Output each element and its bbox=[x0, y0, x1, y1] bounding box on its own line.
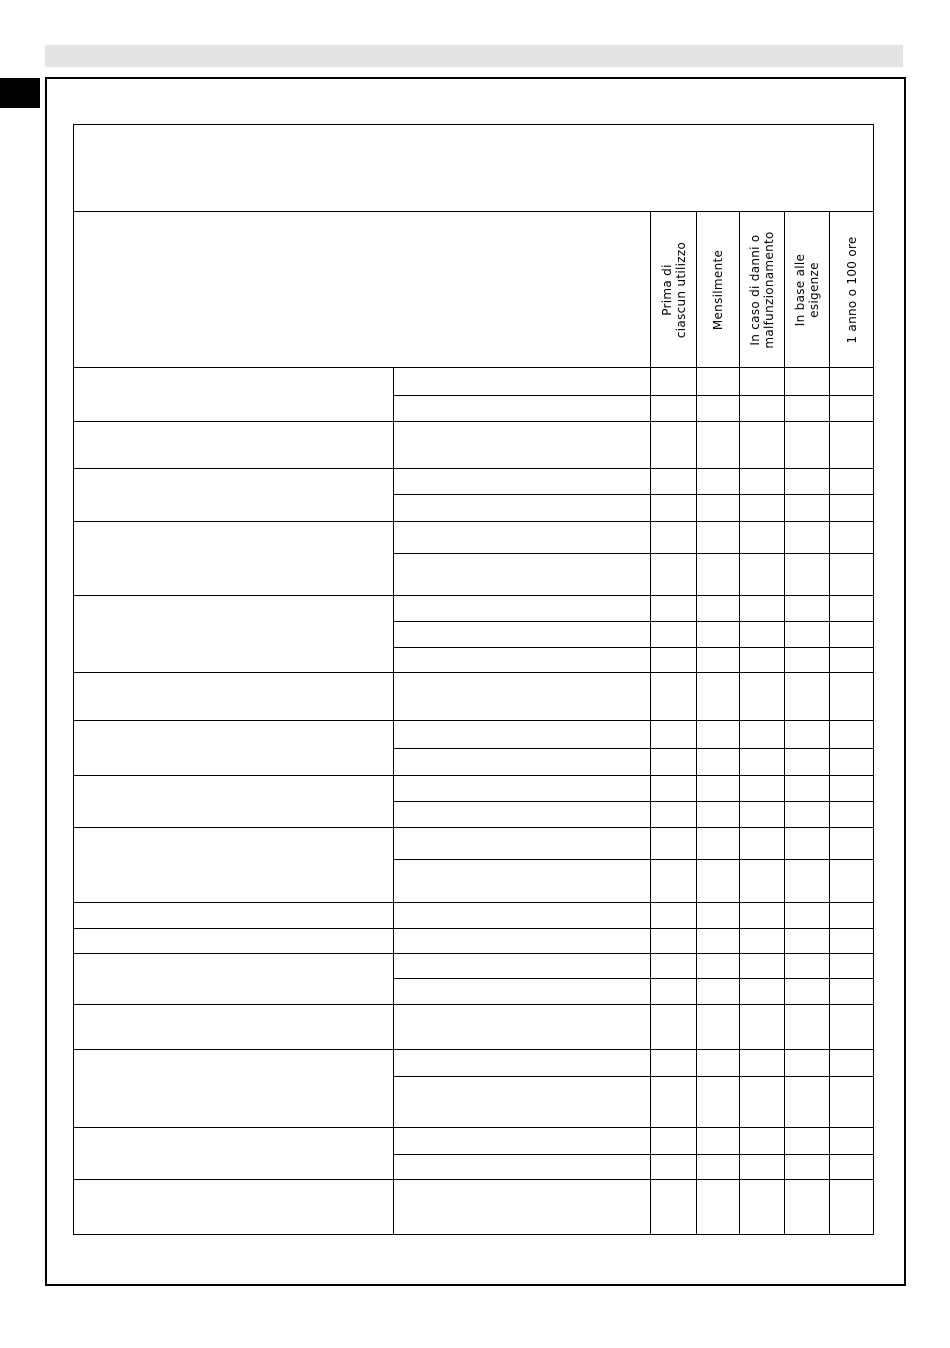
interval-check-cell bbox=[697, 1179, 740, 1234]
task-cell bbox=[394, 621, 651, 647]
interval-check-cell bbox=[651, 802, 697, 828]
interval-check-cell bbox=[785, 953, 830, 978]
task-cell bbox=[394, 367, 651, 395]
interval-check-cell bbox=[740, 902, 785, 928]
task-cell bbox=[394, 802, 651, 828]
interval-check-cell bbox=[830, 1179, 874, 1234]
interval-check-cell bbox=[651, 1005, 697, 1050]
interval-check-cell bbox=[830, 802, 874, 828]
interval-check-cell bbox=[740, 1050, 785, 1077]
component-cell bbox=[74, 928, 394, 953]
task-cell bbox=[394, 1077, 651, 1128]
interval-check-cell bbox=[740, 859, 785, 902]
table-row bbox=[74, 953, 874, 978]
column-header-monthly: Mensilmente bbox=[697, 212, 740, 368]
interval-check-cell bbox=[651, 553, 697, 595]
interval-check-cell bbox=[785, 978, 830, 1004]
interval-check-cell bbox=[697, 647, 740, 672]
table-row bbox=[74, 1005, 874, 1050]
task-cell bbox=[394, 749, 651, 776]
interval-check-cell bbox=[830, 647, 874, 672]
interval-check-cell bbox=[740, 395, 785, 421]
table-row bbox=[74, 422, 874, 469]
interval-check-cell bbox=[651, 928, 697, 953]
table-row bbox=[74, 721, 874, 749]
interval-check-cell bbox=[697, 953, 740, 978]
interval-check-cell bbox=[651, 978, 697, 1004]
task-cell bbox=[394, 422, 651, 469]
header-bar bbox=[45, 45, 903, 67]
table-row bbox=[74, 672, 874, 720]
interval-check-cell bbox=[740, 928, 785, 953]
interval-check-cell bbox=[697, 422, 740, 469]
task-cell bbox=[394, 1128, 651, 1154]
component-cell bbox=[74, 902, 394, 928]
interval-check-cell bbox=[697, 1005, 740, 1050]
task-cell bbox=[394, 1050, 651, 1077]
interval-check-cell bbox=[830, 1154, 874, 1179]
interval-check-cell bbox=[785, 776, 830, 802]
maintenance-schedule-table bbox=[73, 124, 874, 1235]
language-tab bbox=[0, 78, 40, 108]
interval-check-cell bbox=[830, 1077, 874, 1128]
interval-check-cell bbox=[740, 522, 785, 553]
component-cell bbox=[74, 828, 394, 902]
interval-check-cell bbox=[785, 721, 830, 749]
table-row bbox=[74, 1128, 874, 1154]
column-header-yearly-100h: 1 anno o 100 ore bbox=[830, 212, 874, 368]
interval-check-cell bbox=[740, 1154, 785, 1179]
interval-check-cell bbox=[651, 595, 697, 621]
interval-check-cell bbox=[697, 721, 740, 749]
interval-check-cell bbox=[651, 1154, 697, 1179]
task-cell bbox=[394, 1179, 651, 1234]
interval-check-cell bbox=[740, 749, 785, 776]
interval-check-cell bbox=[740, 802, 785, 828]
interval-check-cell bbox=[651, 859, 697, 902]
interval-check-cell bbox=[785, 902, 830, 928]
table-row bbox=[74, 522, 874, 553]
interval-check-cell bbox=[651, 1077, 697, 1128]
interval-check-cell bbox=[651, 422, 697, 469]
interval-check-cell bbox=[785, 395, 830, 421]
interval-check-cell bbox=[785, 647, 830, 672]
interval-check-cell bbox=[651, 469, 697, 495]
interval-check-cell bbox=[785, 672, 830, 720]
task-cell bbox=[394, 595, 651, 621]
interval-check-cell bbox=[697, 495, 740, 522]
component-cell bbox=[74, 367, 394, 421]
table-row bbox=[74, 828, 874, 859]
component-cell bbox=[74, 1128, 394, 1179]
table-row bbox=[74, 928, 874, 953]
interval-check-cell bbox=[651, 367, 697, 395]
table-row bbox=[74, 1179, 874, 1234]
table-row bbox=[74, 595, 874, 621]
interval-check-cell bbox=[785, 522, 830, 553]
task-cell bbox=[394, 1005, 651, 1050]
interval-check-cell bbox=[651, 776, 697, 802]
task-cell bbox=[394, 495, 651, 522]
interval-check-cell bbox=[697, 859, 740, 902]
task-cell bbox=[394, 859, 651, 902]
task-cell bbox=[394, 721, 651, 749]
interval-check-cell bbox=[697, 776, 740, 802]
component-cell bbox=[74, 721, 394, 776]
interval-check-cell bbox=[830, 902, 874, 928]
interval-check-cell bbox=[740, 1005, 785, 1050]
interval-check-cell bbox=[697, 902, 740, 928]
interval-check-cell bbox=[830, 928, 874, 953]
interval-check-cell bbox=[785, 828, 830, 859]
task-cell bbox=[394, 647, 651, 672]
component-cell bbox=[74, 1179, 394, 1234]
interval-check-cell bbox=[740, 1128, 785, 1154]
column-header-as-needed: In base alle esigenze bbox=[785, 212, 830, 368]
interval-check-cell bbox=[740, 422, 785, 469]
interval-check-cell bbox=[651, 721, 697, 749]
interval-check-cell bbox=[830, 749, 874, 776]
task-cell bbox=[394, 902, 651, 928]
interval-check-cell bbox=[785, 928, 830, 953]
component-cell bbox=[74, 1050, 394, 1128]
interval-check-cell bbox=[651, 672, 697, 720]
interval-check-cell bbox=[651, 953, 697, 978]
task-cell bbox=[394, 672, 651, 720]
interval-check-cell bbox=[651, 1128, 697, 1154]
interval-check-cell bbox=[651, 495, 697, 522]
task-cell bbox=[394, 928, 651, 953]
table-title bbox=[74, 125, 874, 212]
interval-check-cell bbox=[785, 367, 830, 395]
interval-check-cell bbox=[830, 621, 874, 647]
interval-check-cell bbox=[697, 802, 740, 828]
component-cell bbox=[74, 953, 394, 1004]
interval-check-cell bbox=[740, 672, 785, 720]
interval-check-cell bbox=[740, 647, 785, 672]
interval-check-cell bbox=[785, 1077, 830, 1128]
interval-check-cell bbox=[740, 621, 785, 647]
interval-check-cell bbox=[785, 1005, 830, 1050]
interval-check-cell bbox=[651, 1179, 697, 1234]
table-row bbox=[74, 902, 874, 928]
component-cell bbox=[74, 595, 394, 672]
interval-check-cell bbox=[740, 953, 785, 978]
interval-check-cell bbox=[697, 1077, 740, 1128]
interval-check-cell bbox=[740, 553, 785, 595]
interval-check-cell bbox=[830, 721, 874, 749]
component-cell bbox=[74, 422, 394, 469]
interval-check-cell bbox=[830, 395, 874, 421]
interval-check-cell bbox=[651, 902, 697, 928]
table-row bbox=[74, 469, 874, 495]
interval-check-cell bbox=[830, 367, 874, 395]
interval-check-cell bbox=[785, 553, 830, 595]
table-row bbox=[74, 367, 874, 395]
table-row bbox=[74, 1050, 874, 1077]
interval-check-cell bbox=[697, 621, 740, 647]
interval-check-cell bbox=[830, 859, 874, 902]
component-cell bbox=[74, 522, 394, 595]
task-cell bbox=[394, 828, 651, 859]
interval-check-cell bbox=[830, 776, 874, 802]
interval-check-cell bbox=[651, 647, 697, 672]
interval-check-cell bbox=[697, 978, 740, 1004]
header-blank-cell bbox=[74, 212, 651, 368]
interval-check-cell bbox=[830, 553, 874, 595]
column-header-damage-malfunction: In caso di danni o malfunzionamento bbox=[740, 212, 785, 368]
table-row bbox=[74, 776, 874, 802]
component-cell bbox=[74, 776, 394, 828]
component-cell bbox=[74, 469, 394, 522]
interval-check-cell bbox=[697, 595, 740, 621]
interval-check-cell bbox=[697, 553, 740, 595]
interval-check-cell bbox=[697, 1128, 740, 1154]
task-cell bbox=[394, 776, 651, 802]
interval-check-cell bbox=[651, 749, 697, 776]
interval-check-cell bbox=[785, 802, 830, 828]
interval-check-cell bbox=[740, 495, 785, 522]
interval-check-cell bbox=[785, 595, 830, 621]
task-cell bbox=[394, 469, 651, 495]
interval-check-cell bbox=[785, 749, 830, 776]
interval-check-cell bbox=[830, 978, 874, 1004]
interval-check-cell bbox=[830, 422, 874, 469]
interval-check-cell bbox=[697, 395, 740, 421]
interval-check-cell bbox=[740, 595, 785, 621]
interval-check-cell bbox=[830, 522, 874, 553]
interval-check-cell bbox=[651, 395, 697, 421]
task-cell bbox=[394, 522, 651, 553]
interval-check-cell bbox=[785, 621, 830, 647]
interval-check-cell bbox=[830, 828, 874, 859]
interval-check-cell bbox=[697, 1154, 740, 1179]
interval-check-cell bbox=[740, 978, 785, 1004]
interval-check-cell bbox=[740, 721, 785, 749]
interval-check-cell bbox=[830, 469, 874, 495]
component-cell bbox=[74, 672, 394, 720]
interval-check-cell bbox=[651, 621, 697, 647]
task-cell bbox=[394, 1154, 651, 1179]
interval-check-cell bbox=[785, 422, 830, 469]
interval-check-cell bbox=[651, 1050, 697, 1077]
interval-check-cell bbox=[785, 1128, 830, 1154]
interval-check-cell bbox=[830, 953, 874, 978]
interval-check-cell bbox=[740, 776, 785, 802]
interval-check-cell bbox=[785, 859, 830, 902]
component-cell bbox=[74, 1005, 394, 1050]
interval-check-cell bbox=[740, 1179, 785, 1234]
interval-check-cell bbox=[740, 469, 785, 495]
interval-check-cell bbox=[697, 1050, 740, 1077]
interval-check-cell bbox=[697, 749, 740, 776]
task-cell bbox=[394, 395, 651, 421]
interval-check-cell bbox=[785, 1179, 830, 1234]
task-cell bbox=[394, 978, 651, 1004]
task-cell bbox=[394, 953, 651, 978]
interval-check-cell bbox=[697, 828, 740, 859]
interval-check-cell bbox=[830, 595, 874, 621]
interval-check-cell bbox=[697, 672, 740, 720]
interval-check-cell bbox=[785, 1154, 830, 1179]
interval-check-cell bbox=[697, 928, 740, 953]
interval-check-cell bbox=[830, 1005, 874, 1050]
interval-check-cell bbox=[697, 469, 740, 495]
interval-check-cell bbox=[740, 367, 785, 395]
interval-check-cell bbox=[785, 495, 830, 522]
interval-check-cell bbox=[830, 1128, 874, 1154]
column-header-before-each-use: Prima di ciascun utilizzo bbox=[651, 212, 697, 368]
interval-check-cell bbox=[785, 469, 830, 495]
interval-check-cell bbox=[785, 1050, 830, 1077]
interval-check-cell bbox=[697, 367, 740, 395]
interval-check-cell bbox=[697, 522, 740, 553]
task-cell bbox=[394, 553, 651, 595]
interval-check-cell bbox=[740, 828, 785, 859]
interval-check-cell bbox=[740, 1077, 785, 1128]
interval-check-cell bbox=[830, 495, 874, 522]
interval-check-cell bbox=[830, 672, 874, 720]
interval-check-cell bbox=[651, 522, 697, 553]
interval-check-cell bbox=[651, 828, 697, 859]
interval-check-cell bbox=[830, 1050, 874, 1077]
